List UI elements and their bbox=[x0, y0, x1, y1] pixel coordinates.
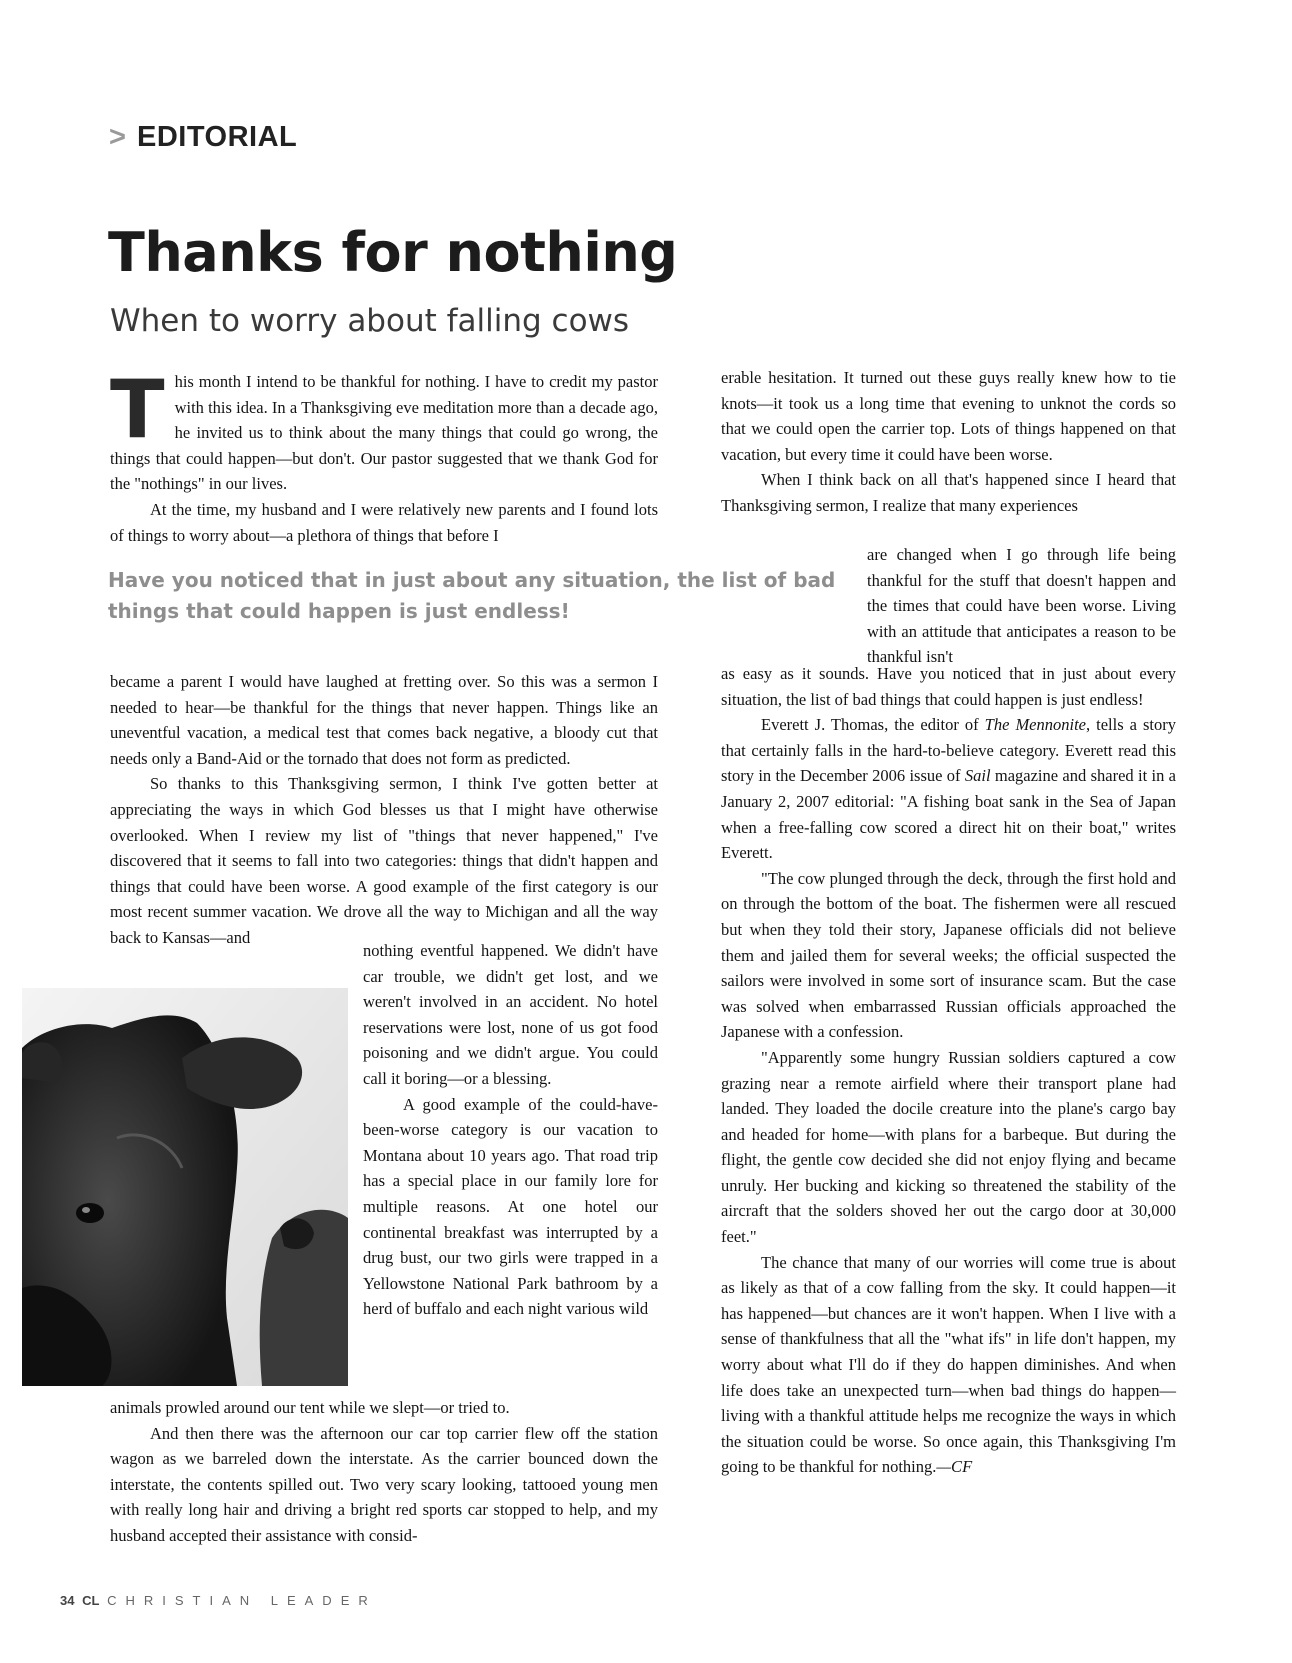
paragraph: At the time, my husband and I were relatively new parents and I found lots of things to worry about—a plethora of things that before I bbox=[110, 499, 658, 545]
right-column-top bbox=[721, 365, 1176, 519]
right-column-narrow bbox=[867, 542, 1176, 670]
page-number: 34 bbox=[60, 1593, 75, 1608]
cow-photo bbox=[22, 988, 348, 1386]
paragraph: When I think back on all that's happened since I heard that Thanksgiving sermon, I realize that many experiences bbox=[721, 470, 1176, 515]
paragraph: became a parent I would have laughed at fretting over. So this was a sermon I needed to hear—be thankful for the things that never happen. Things like an uneventful vacation, a medical test that comes back negative, a bloody cut that needs only a Band-Aid or the tornado that does not form as predicted. bbox=[110, 672, 658, 768]
publication-mark: CL bbox=[82, 1593, 100, 1608]
paragraph: are changed when I go through life being thankful for the stuff that doesn't happen and the times that could have been worse. Living with an attitude that anticipates a reason to be thankful isn't bbox=[867, 545, 1176, 667]
paragraph: Everett J. Thomas, the editor of The Mennonite, tells a story that certainly falls in the hard-to-believe category. Everett read this story in the December 2006 issue of Sail magazine and shared it in a January 2, 2007 editorial: "A fishing boat sank in the Sea of Japan when a free-falling cow scored a direct hit on their boat," writes Everett. bbox=[721, 715, 1176, 863]
right-column-bottom bbox=[721, 661, 1176, 1480]
section-arrow-icon: > bbox=[109, 121, 127, 153]
paragraph: And then there was the afternoon our car top carrier flew off the station wagon as we barreled down the interstate. As the carrier bounced down the interstate, the contents spilled out. Two very scary looking, tattooed young men with really long hair and driving a bright red sports car stopped to help, and my husband accepted their assistance with consid- bbox=[110, 1423, 658, 1545]
page-footer bbox=[60, 1593, 377, 1608]
paragraph: "Apparently some hungry Russian soldiers captured a cow grazing near a remote airfield where their transport plane had landed. They loaded the docile creature into the plane's cargo bay and headed for home—with plans for a barbeque. But during the flight, the gentle cow decided she did not enjoy flying and became unruly. Her bucking and kicking so threatened the stability of the aircraft that the solders shoved her out the cargo door at 30,000 feet." bbox=[721, 1047, 1176, 1247]
left-column-middle bbox=[110, 669, 658, 951]
magazine-title: The Mennonite bbox=[984, 715, 1086, 735]
section-label bbox=[109, 121, 297, 154]
paragraph: This month I intend to be thankful for nothing. I have to credit my pastor with this idea. In a Thanksgiving eve meditation more than a decade ago, he invited us to think about the many things that could go wrong, the things that could happen—but don't. Our pastor suggested that we thank God for the "nothings" in our lives. bbox=[110, 363, 658, 494]
left-column-top bbox=[110, 363, 658, 548]
paragraph: "The cow plunged through the deck, through the first hold and on through the bottom of the boat. The fishermen were all rescued but when they told their story, Japanese officials did not believe them and jailed them for several weeks; the official suspected the sailors were involved in some sort of insurance scam. But the case was solved when embarrassed Russian officials approached the Japanese with a confession. bbox=[721, 868, 1176, 1042]
publication-name: CHRISTIAN LEADER bbox=[107, 1593, 377, 1608]
paragraph: erable hesitation. It turned out these guys really knew how to tie knots—it took us a long time that evening to unknot the cords so that we could open the carrier top. Lots of things happened on that vacation, but every time it could have been worse. bbox=[721, 368, 1176, 464]
paragraph: animals prowled around our tent while we slept—or tried to. bbox=[110, 1398, 510, 1417]
paragraph: The chance that many of our worries will come true is about as likely as that of a cow falling from the sky. It could happen—it has happened—but chances are it won't happen. When I live with a sense of thankfulness that all the "what ifs" in life don't happen, my worry about what I'll do if they do happen diminishes. And when life does take an unexpected turn—when bad things do happen—living with a thankful attitude helps me recognize the ways in which the situation could be worse. So once again, this Thanksgiving I'm going to be thankful for nothing.—CF bbox=[721, 1252, 1176, 1477]
section-label-text: EDITORIAL bbox=[137, 121, 298, 153]
author-signature: —CF bbox=[936, 1457, 973, 1477]
article-title: Thanks for nothing bbox=[108, 221, 678, 284]
left-column-wrap bbox=[363, 938, 658, 1322]
magazine-title: Sail bbox=[964, 766, 991, 786]
paragraph: So thanks to this Thanksgiving sermon, I think I've gotten better at appreciating the ways in which God blesses us that I might have otherwise overlooked. When I review my list of "things that never happened," I've discovered that it seems to fall into two categories: things that didn't happen and things that could have been worse. A good example of the first category is our most recent summer vacation. We drove all the way to Michigan and all the way back to Kansas—and bbox=[110, 774, 658, 947]
left-column-bottom bbox=[110, 1395, 658, 1549]
pull-quote: Have you noticed that in just about any situation, the list of bad things that could happen is just endless! bbox=[108, 568, 836, 623]
drop-cap: T bbox=[110, 363, 165, 456]
article-subtitle: When to worry about falling cows bbox=[110, 303, 630, 339]
paragraph: A good example of the could-have-been-worse category is our vacation to Montana about 10 years ago. That road trip has a special place in our family lore for multiple reasons. At one hotel our continental breakfast was interrupted by a drug bust, our two girls were trapped in a Yellowstone National Park bathroom by a herd of buffalo and each night various wild bbox=[363, 1094, 658, 1319]
paragraph: nothing eventful happened. We didn't have car trouble, we didn't get lost, and we weren't involved in an accident. No hotel reservations were lost, none of us got food poisoning and we didn't argue. You could call it boring—or a blessing. bbox=[363, 941, 658, 1088]
paragraph: as easy as it sounds. Have you noticed that in just about every situation, the list of bad things that could happen is just endless! bbox=[721, 664, 1176, 709]
